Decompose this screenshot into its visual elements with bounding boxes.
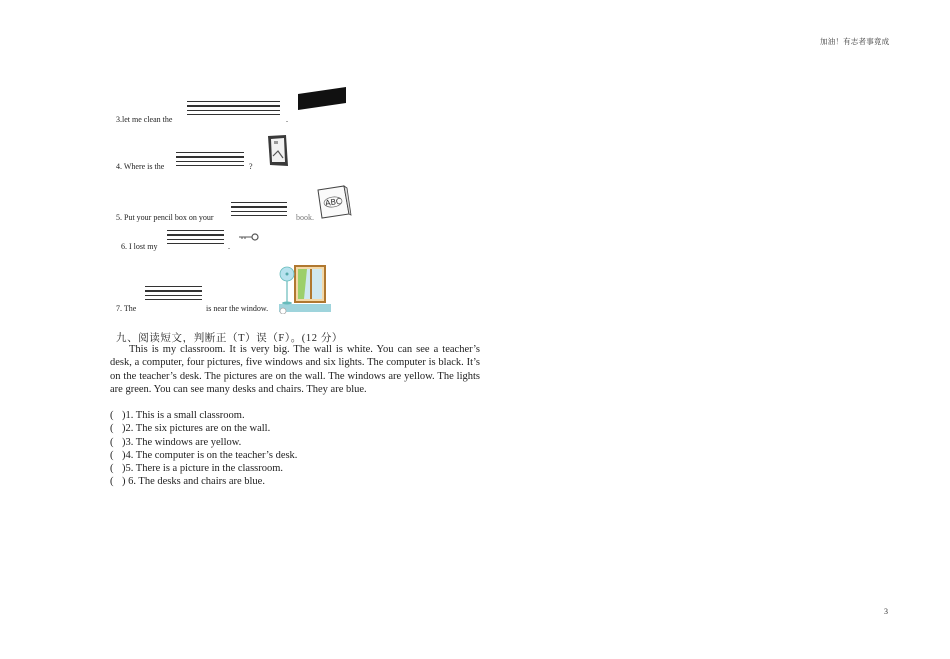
section-title: 九、阅读短文，判断正（T）误（F）。(12 分） [116, 333, 344, 344]
key-icon [238, 230, 260, 248]
question-6-answer-lines [167, 230, 224, 244]
statement-text: )1. This is a small classroom. [122, 410, 245, 421]
answer-blank[interactable]: ( [110, 476, 114, 488]
statement-text: )5. There is a picture in the classroom. [122, 463, 284, 475]
reading-passage [110, 343, 480, 396]
abc-book-icon [316, 184, 352, 225]
question-6-text: 6. I lost my [121, 242, 158, 251]
statement-6 [110, 475, 297, 488]
answer-blank[interactable]: ( [110, 423, 114, 435]
question-4-text: 4. Where is the [116, 162, 165, 171]
statement-5 [110, 462, 297, 475]
picture-frame-icon [266, 134, 290, 173]
question-7-end: is near the window. [206, 304, 269, 313]
question-4-answer-lines [176, 152, 244, 166]
question-6-end: . [228, 242, 230, 251]
question-4-end: ? [249, 162, 253, 171]
svg-text:ABC: ABC [324, 196, 343, 208]
statement-text: )2. The six pictures are on the wall. [122, 423, 271, 435]
statement-text: )3. The windows are yellow. [122, 436, 242, 448]
statement-3 [110, 436, 297, 449]
answer-blank[interactable]: ( [110, 410, 114, 421]
statement-2 [110, 422, 297, 435]
statement-1 [110, 409, 297, 422]
question-3-text: 3.let me clean the [116, 115, 173, 124]
passage-text: This is my classroom. It is very big. The wall is white. You can see a teacher’s desk, a computer, four pictures, five windows and six lights. The computer is black. It’s on the teacher’s desk. The pictures are on the wall. The windows are yellow. The lights are green. You can see many desks and chairs. They are blue. [110, 344, 480, 395]
statement-text: )4. The computer is on the teacher’s desk. [122, 449, 298, 461]
question-3-answer-lines [187, 101, 280, 115]
answer-blank[interactable]: ( [110, 463, 114, 475]
question-5-end: book. [296, 213, 314, 222]
question-7-text: 7. The [116, 304, 137, 313]
blackboard-icon [296, 86, 348, 117]
answer-blank[interactable]: ( [110, 436, 114, 448]
statement-4 [110, 449, 297, 462]
question-5-text: 5. Put your pencil box on your [116, 213, 214, 222]
question-7-answer-lines [145, 286, 202, 300]
statement-text: ) 6. The desks and chairs are blue. [122, 476, 265, 488]
statement-list [110, 409, 297, 489]
fan-window-icon [277, 262, 333, 319]
question-3-end: . [286, 115, 288, 124]
question-5-answer-lines [231, 202, 287, 216]
page-number: 3 [884, 607, 888, 616]
header-motto: 加油！有志者事竟成 [820, 37, 890, 46]
answer-blank[interactable]: ( [110, 449, 114, 461]
